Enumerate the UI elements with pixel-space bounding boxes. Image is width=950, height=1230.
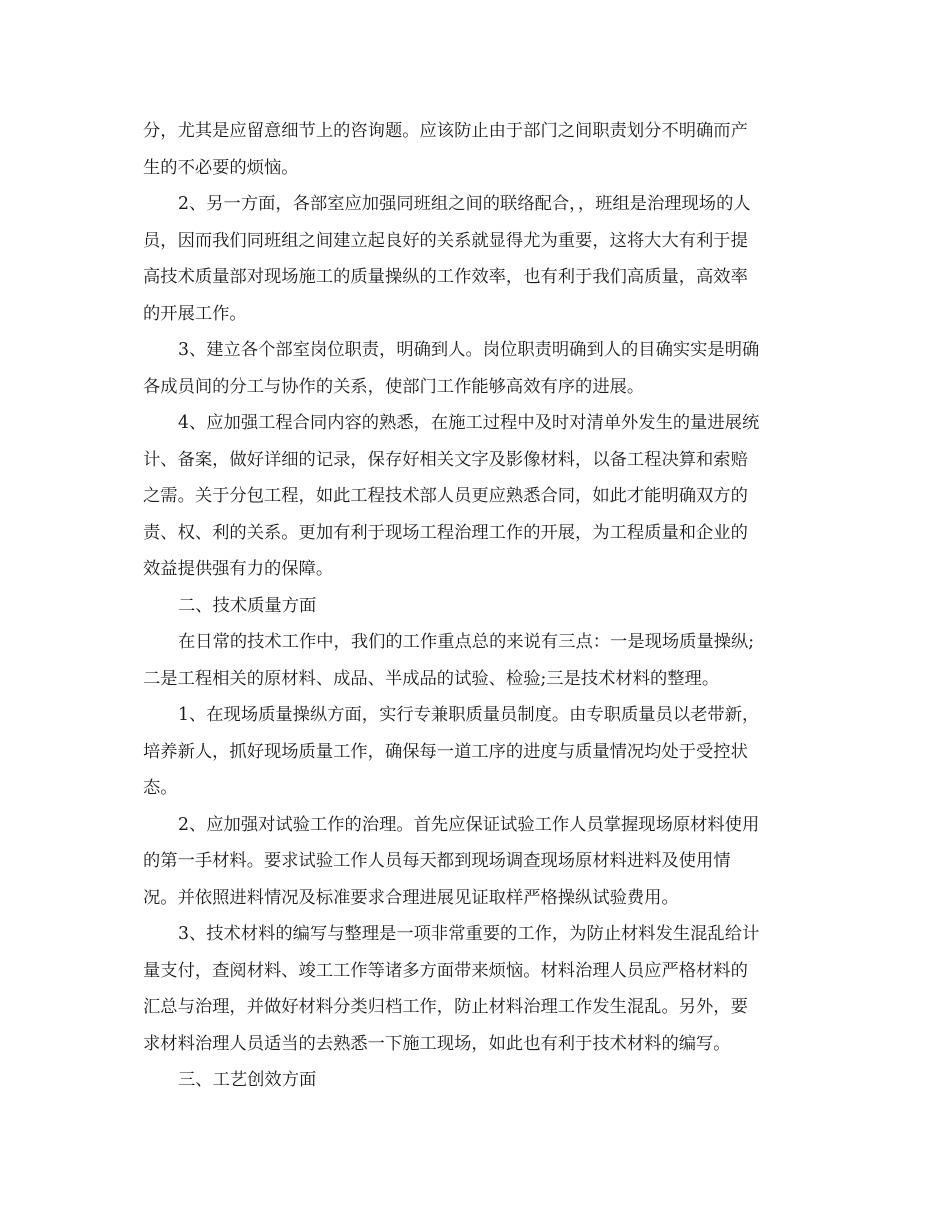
- text-line: 培养新人，抓好现场质量工作，确保每一道工序的进度与质量情况均处于受控状: [143, 741, 748, 762]
- text-line: 各成员间的分工与协作的关系，使部门工作能够高效有序的进展。: [143, 376, 645, 397]
- text-line: 3、建立各个部室岗位职责，明确到人。岗位职责明确到人的目确实实是明确: [178, 340, 760, 360]
- text-line: 4、应加强工程合同内容的熟悉，在施工过程中及时对清单外发生的量进展统: [178, 413, 760, 433]
- text-line: 高技术质量部对现场施工的质量操纵的工作效率，也有利于我们高质量，高效率: [143, 267, 748, 287]
- text-line: 汇总与治理，并做好材料分类归档工作，防止材料治理工作发生混乱。另外，要: [143, 997, 748, 1017]
- document-body: [143, 113, 809, 1099]
- text-line: 效益提供强有力的保障。: [143, 559, 334, 579]
- text-line: 生的不必要的烦恼。: [143, 157, 299, 178]
- text-line: 二是工程相关的原材料、成品、半成品的试验、检验;三是技术材料的整理。: [143, 668, 720, 689]
- text-line: 求材料治理人员适当的去熟悉一下施工现场，如此也有利于技术材料的编写。: [143, 1033, 731, 1054]
- text-line: 态。: [143, 778, 178, 798]
- text-line: 分，尤其是应留意细节上的咨询题。应该防止由于部门之间职责划分不明确而产: [143, 121, 748, 141]
- text-line: 况。并依照进料情况及标准要求合理进展见证取样严格操纵试验费用。: [143, 887, 679, 908]
- text-line: 3、技术材料的编写与整理是一项非常重要的工作，为防止材料发生混乱给计: [178, 924, 760, 944]
- text-line: 量支付，查阅材料、竣工工作等诸多方面带来烦恼。材料治理人员应严格材料的: [143, 960, 748, 981]
- text-line: 员，因而我们同班组之间建立起良好的关系就显得尤为重要，这将大大有利于提: [143, 230, 748, 251]
- text-line: 在日常的技术工作中，我们的工作重点总的来说有三点：一是现场质量操纵;: [178, 632, 755, 652]
- section-heading: 二、技术质量方面: [178, 595, 317, 616]
- text-line: 计、备案，做好详细的记录，保存好相关文字及影像材料，以备工程决算和索赔: [143, 449, 748, 470]
- text-line: 之需。关于分包工程，如此工程技术部人员更应熟悉合同，如此才能明确双方的: [143, 486, 748, 506]
- text-line: 的第一手材料。要求试验工作人员每天都到现场调查现场原材料进料及使用情: [143, 851, 731, 871]
- section-heading: 三、工艺创效方面: [178, 1070, 317, 1090]
- text-line: 的开展工作。: [143, 303, 247, 324]
- text-line: 2、应加强对试验工作的治理。首先应保证试验工作人员掌握现场原材料使用: [178, 814, 760, 835]
- text-line: 2、另一方面，各部室应加强同班组之间的联络配合，，班组是治理现场的人: [178, 194, 751, 214]
- text-line: 1、在现场质量操纵方面，实行专兼职质量员制度。由专职质量员以老带新，: [178, 705, 760, 725]
- text-line: 责、权、利的关系。更加有利于现场工程治理工作的开展，为工程质量和企业的: [143, 522, 748, 543]
